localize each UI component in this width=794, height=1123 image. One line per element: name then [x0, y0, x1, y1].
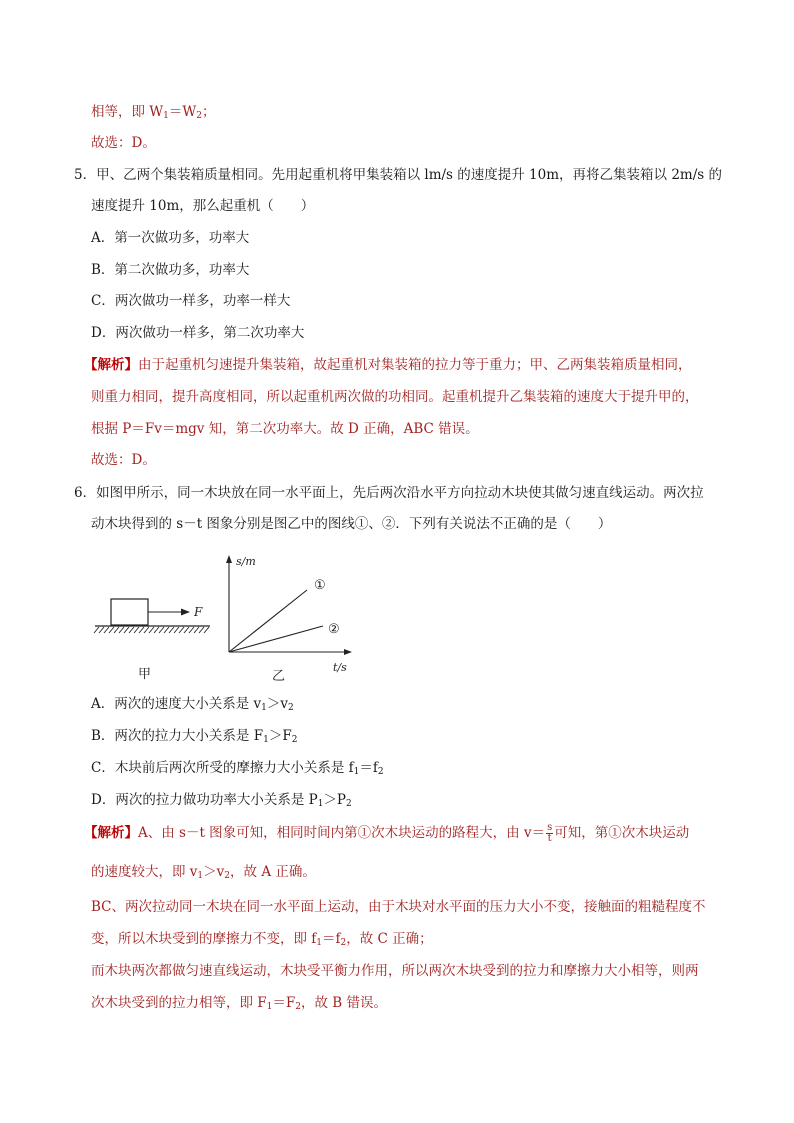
hatch-stroke [99, 627, 104, 633]
q5-answer: 故选：D。 [91, 452, 156, 468]
force-label: F [194, 605, 203, 619]
q6-option-c: C．木块前后两次所受的摩擦力大小关系是 $f_1=f_2$ [91, 760, 384, 777]
q6-figure [90, 545, 370, 685]
hatch-stroke [119, 627, 124, 633]
q6-analysis-line4: 变，所以木块受到的摩擦力不变，即 $f_1=f_2$，故 C 正确； [91, 931, 433, 948]
hatch-stroke [204, 627, 209, 633]
hatch-stroke [189, 627, 194, 633]
hatch-stroke [169, 627, 174, 633]
wooden-block [111, 599, 148, 625]
hatch-stroke [139, 627, 144, 633]
hatch-stroke [174, 627, 179, 633]
q5-analysis-line3: 根据 P＝Fv＝mgv 知，第二次功率大。故 D 正确，ABC 错误。 [91, 421, 479, 437]
q5-stem-line2: 速度提升 10m，那么起重机（ ） [91, 198, 315, 214]
q5-stem-line1: 5．甲、乙两个集装箱质量相同。先用起重机将甲集装箱以 lm/s 的速度提升 10m，再将乙集装箱以 2m/s 的 [74, 167, 722, 183]
q6-analysis-line3: BC、两次拉动同一木块在同一水平面上运动，由于木块对水平面的压力大小不变，接触面的粗糙程度不 [91, 899, 706, 915]
q6-analysis-line5: 而木块两次都做匀速直线运动，木块受平衡力作用，所以两次木块受到的拉力和摩擦力大小相等，则两 [91, 963, 699, 979]
x-axis-arrow [344, 649, 352, 655]
hatch-stroke [149, 627, 154, 633]
q6-analysis-line1: 【解析】A、由 s－t 图象可知，相同时间内第①次木块运动的路程大，由 v＝ $\frac{s}{t}$ 可知，第①次木块运动 [84, 822, 690, 844]
hatch-stroke [199, 627, 204, 633]
analysis-tag: 【解析】 [84, 357, 138, 373]
hatch-stroke [159, 627, 164, 633]
y-axis-label: s/m [236, 555, 256, 568]
prev-analysis-line: 相等，即 $W_1=W_2$； [91, 104, 216, 121]
graph-line-1 [229, 590, 307, 652]
caption-yi: 乙 [272, 669, 286, 684]
q6-stem-line1: 6．如图甲所示，同一木块放在同一水平面上，先后两次沿水平方向拉动木块使其做匀速直线运动。两次拉 [74, 485, 704, 501]
q6-stem-line2: 动木块得到的 s－t 图象分别是图乙中的图线①、②．下列有关说法不正确的是（ ） [91, 516, 612, 532]
hatch-stroke [114, 627, 119, 633]
prev-answer: 故选：D。 [91, 135, 156, 151]
hatch-stroke [104, 627, 109, 633]
q5-option-a: A．第一次做功多，功率大 [91, 230, 250, 246]
hatch-stroke [154, 627, 159, 633]
analysis-tag: 【解析】 [84, 825, 138, 841]
force-arrow-head [181, 609, 190, 616]
graph-line-1-label: ① [314, 578, 326, 593]
y-axis-arrow [226, 555, 232, 563]
figure-jia [94, 599, 210, 682]
hatch-stroke [194, 627, 199, 633]
q5-option-c: C．两次做功一样多，功率一样大 [91, 293, 291, 309]
q5-option-b: B．第二次做功多，功率大 [91, 262, 250, 278]
graph-line-2 [229, 626, 323, 652]
fraction-s-over-t: $\frac{s}{t}$ [547, 822, 553, 844]
q6-analysis-line6: 次木块受到的拉力相等，即 $F_1=F_2$，故 B 错误。 [91, 995, 388, 1012]
ground-hatching [94, 627, 209, 633]
x-axis-label: t/s [333, 661, 347, 674]
q6-option-d: D．两次的拉力做功功率大小关系是 $P_1>P_2$ [91, 792, 352, 809]
hatch-stroke [164, 627, 169, 633]
hatch-stroke [109, 627, 114, 633]
graph-line-2-label: ② [328, 622, 340, 637]
hatch-stroke [94, 627, 99, 633]
q6-option-b: B．两次的拉力大小关系是 $F_1>F_2$ [91, 728, 298, 745]
q5-option-d: D．两次做功一样多，第二次功率大 [91, 325, 305, 341]
hatch-stroke [144, 627, 149, 633]
hatch-stroke [124, 627, 129, 633]
q5-analysis-line1: 【解析】由于起重机匀速提升集装箱，故起重机对集装箱的拉力等于重力；甲、乙两集装箱质量相同， [84, 357, 692, 373]
hatch-stroke [129, 627, 134, 633]
caption-jia: 甲 [138, 667, 152, 682]
q6-analysis-line2: 的速度较大，即 $v_1>v_2$，故 A 正确。 [91, 864, 316, 881]
q6-option-a: A．两次的速度大小关系是 $v_1>v_2$ [91, 696, 294, 713]
figure-yi [226, 555, 352, 684]
q5-analysis-line2: 则重力相同，提升高度相同，所以起重机两次做的功相同。起重机提升乙集装箱的速度大于提升甲的， [91, 389, 699, 405]
hatch-stroke [134, 627, 139, 633]
hatch-stroke [179, 627, 184, 633]
hatch-stroke [184, 627, 189, 633]
